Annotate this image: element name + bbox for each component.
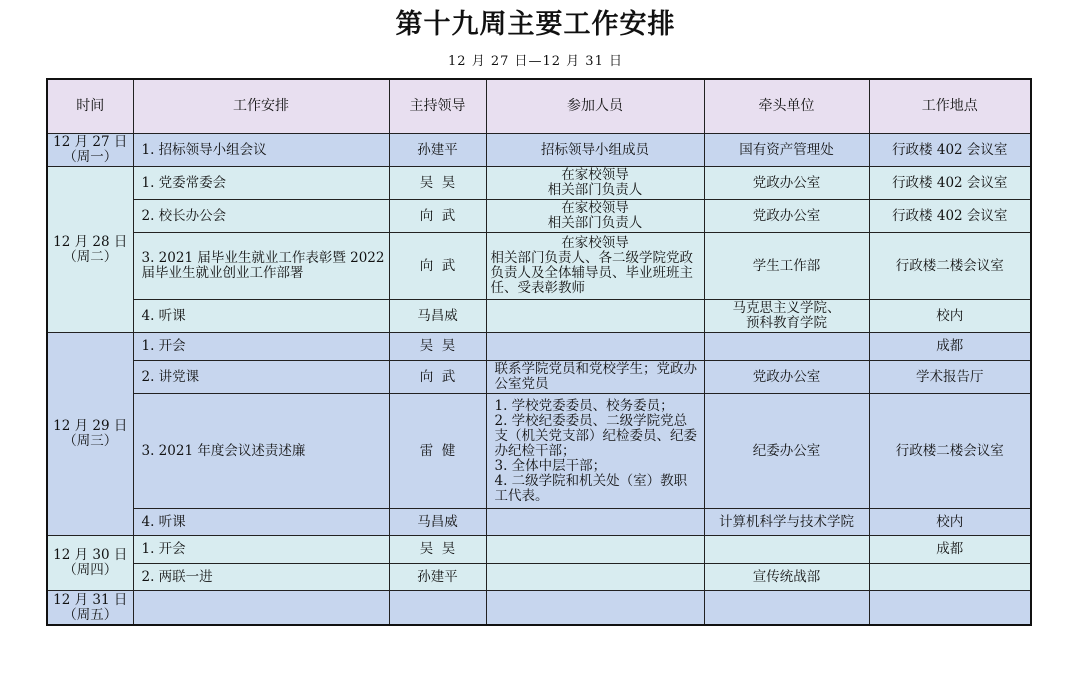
task-cell: 1. 党委常委会 [133,167,389,200]
unit-cell: 国有资产管理处 [704,134,869,167]
date-range: 12 月 27 日—12 月 31 日 [448,54,623,69]
participants-cell: 1. 学校党委委员、校务委员； 2. 学校纪委委员、二级学院党总支（机关党支部）纪检委员、纪委办纪检干部； 3. 全体中层干部； 4. 二级学院和机关处（室）教职工代表。 [486,394,704,509]
table-row [47,167,1031,200]
participants-cell: 在家校领导 相关部门负责人 [486,167,704,200]
task-cell: 1. 开会 [133,536,389,564]
task-cell: 2. 两联一进 [133,564,389,591]
table-row [47,536,1031,564]
participants-cell: 在家校领导 相关部门负责人 [486,200,704,233]
place-cell: 行政楼 402 会议室 [869,134,1031,167]
place-cell: 学术报告厅 [869,361,1031,394]
leader-cell: 马昌威 [389,509,486,536]
header-place: 工作地点 [869,79,1031,134]
unit-cell: 党政办公室 [704,200,869,233]
date-cell: 12 月 30 日 （周四） [47,536,133,591]
table-row [47,134,1031,167]
task-cell: 4. 听课 [133,300,389,333]
table-row [47,200,1031,233]
header-task: 工作安排 [133,79,389,134]
date-cell: 12 月 28 日 （周二） [47,167,133,333]
leader-cell: 向 武 [389,361,486,394]
table-row [47,591,1031,626]
task-cell: 4. 听课 [133,509,389,536]
unit-cell [704,591,869,626]
table-row [47,333,1031,361]
task-cell: 1. 招标领导小组会议 [133,134,389,167]
unit-cell: 党政办公室 [704,361,869,394]
leader-cell: 孙建平 [389,134,486,167]
leader-cell: 吴 昊 [389,167,486,200]
unit-cell [704,333,869,361]
date-cell: 12 月 27 日 （周一） [47,134,133,167]
table-row [47,509,1031,536]
place-cell: 校内 [869,509,1031,536]
task-cell: 2. 校长办公会 [133,200,389,233]
leader-cell: 吴 昊 [389,333,486,361]
task-cell: 1. 开会 [133,333,389,361]
participants-cell [486,300,704,333]
unit-cell: 马克思主义学院、 预科教育学院 [704,300,869,333]
unit-cell: 学生工作部 [704,233,869,300]
table-row [47,233,1031,300]
date-cell: 12 月 29 日 （周三） [47,333,133,536]
unit-cell: 纪委办公室 [704,394,869,509]
participants-cell [486,333,704,361]
place-cell: 成都 [869,536,1031,564]
table-row [47,361,1031,394]
page-title: 第十九周主要工作安排 [395,9,676,40]
place-cell [869,591,1031,626]
date-cell: 12 月 31 日 （周五） [47,591,133,626]
task-cell: 3. 2021 届毕业生就业工作表彰暨 2022 届毕业生就业创业工作部署 [133,233,389,300]
leader-cell: 孙建平 [389,564,486,591]
header-time: 时间 [47,79,133,134]
table-row [47,394,1031,509]
place-cell: 行政楼 402 会议室 [869,167,1031,200]
leader-cell: 向 武 [389,233,486,300]
unit-cell: 党政办公室 [704,167,869,200]
unit-cell: 计算机科学与技术学院 [704,509,869,536]
place-cell: 成都 [869,333,1031,361]
participants-cell [486,564,704,591]
table-row [47,300,1031,333]
unit-cell [704,536,869,564]
leader-cell: 雷 健 [389,394,486,509]
place-cell: 行政楼 402 会议室 [869,200,1031,233]
participants-cell [486,536,704,564]
unit-cell: 宣传统战部 [704,564,869,591]
place-cell: 行政楼二楼会议室 [869,233,1031,300]
leader-cell: 吴 昊 [389,536,486,564]
leader-cell: 向 武 [389,200,486,233]
participants-cell: 在家校领导 相关部门负责人、各二级学院党政负责人及全体辅导员、毕业班班主任、受表彰教师 [486,233,704,300]
leader-cell [389,591,486,626]
participants-cell: 招标领导小组成员 [486,134,704,167]
task-cell: 3. 2021 年度会议述责述廉 [133,394,389,509]
place-cell: 校内 [869,300,1031,333]
table-row [47,564,1031,591]
leader-cell: 马昌威 [389,300,486,333]
header-unit: 牵头单位 [704,79,869,134]
participants-cell [486,509,704,536]
task-cell: 2. 讲党课 [133,361,389,394]
header-row [47,79,1031,134]
participants-cell: 联系学院党员和党校学生；党政办公室党员 [486,361,704,394]
task-cell [133,591,389,626]
participants-cell [486,591,704,626]
schedule-table [46,78,1032,626]
place-cell [869,564,1031,591]
header-leader: 主持领导 [389,79,486,134]
header-participants: 参加人员 [486,79,704,134]
place-cell: 行政楼二楼会议室 [869,394,1031,509]
